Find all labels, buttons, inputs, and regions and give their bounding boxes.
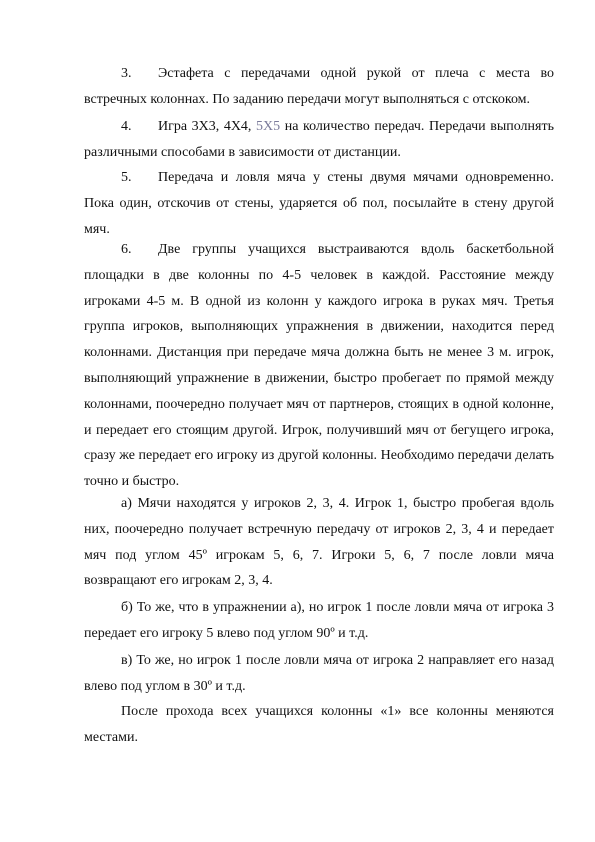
variant-c bbox=[84, 648, 554, 700]
item-text: Игра 3Х3, 4Х4, bbox=[158, 119, 256, 134]
item-text: Эстафета с передачами одной рукой от плеча с места во встречных колоннах. По заданию передачи могут выполняться с отскоком. bbox=[84, 66, 554, 107]
variant-b bbox=[84, 595, 554, 647]
highlighted-text: 5Х5 bbox=[256, 119, 281, 134]
closing-paragraph bbox=[84, 699, 554, 751]
variant-text: а) Мячи находятся у игроков 2, 3, 4. Игрок 1, быстро пробегая вдоль них, поочередно получает встречную передачу от игроков 2, 3, 4 и передает мяч под углом 45º игрокам 5, 6, 7. Игроки 5, 6, 7 после ловли мяча возвращают его игрокам 2, 3, 4. bbox=[84, 496, 554, 589]
item-number: 6. bbox=[121, 242, 132, 257]
item-number: 5. bbox=[121, 170, 132, 185]
variant-text: б) То же, что в упражнении а), но игрок 1 после ловли мяча от игрока 3 передает его игроку 5 влево под углом 90º и т.д. bbox=[84, 600, 554, 641]
variant-text: в) То же, но игрок 1 после ловли мяча от игрока 2 направляет его назад влево под углом в 30º и т.д. bbox=[84, 653, 554, 694]
item-5 bbox=[84, 165, 554, 242]
item-number: 4. bbox=[121, 119, 132, 134]
item-3 bbox=[84, 61, 554, 113]
item-4 bbox=[84, 114, 554, 166]
item-6 bbox=[84, 237, 554, 495]
item-text: на количество передач. Передачи выполнять различными способами в зависимости от дистанции. bbox=[84, 119, 554, 160]
item-number: 3. bbox=[121, 66, 132, 81]
item-text: Две группы учащихся выстраиваются вдоль баскетбольной площадки в две колонны по 4-5 человек в каждой. Расстояние между игроками 4-5 м. В одной из колонн у каждого игрока в руках мяч. Третья группа игроков, выполняющих упражнения в движении, находится перед колоннами. Дистанция при передаче мяча должна быть не менее 3 м. игрок, выполняющий упражнение в движении, быстро пробегает по прямой между колоннами, поочередно получает мяч от партнеров, стоящих в одной колонне, и передает его стоящим другой. Игрок, получивший мяч от бегущего игрока, сразу же передает его игроку из другой колонны. Необходимо передачи делать точно и быстро. bbox=[84, 242, 554, 490]
variant-a bbox=[84, 491, 554, 594]
item-text: Передача и ловля мяча у стены двумя мячами одновременно. Пока один, отскочив от стены, ударяется об пол, посылайте в стену другой мяч. bbox=[84, 170, 554, 237]
closing-text: После прохода всех учащихся колонны «1» все колонны меняются местами. bbox=[84, 704, 554, 745]
